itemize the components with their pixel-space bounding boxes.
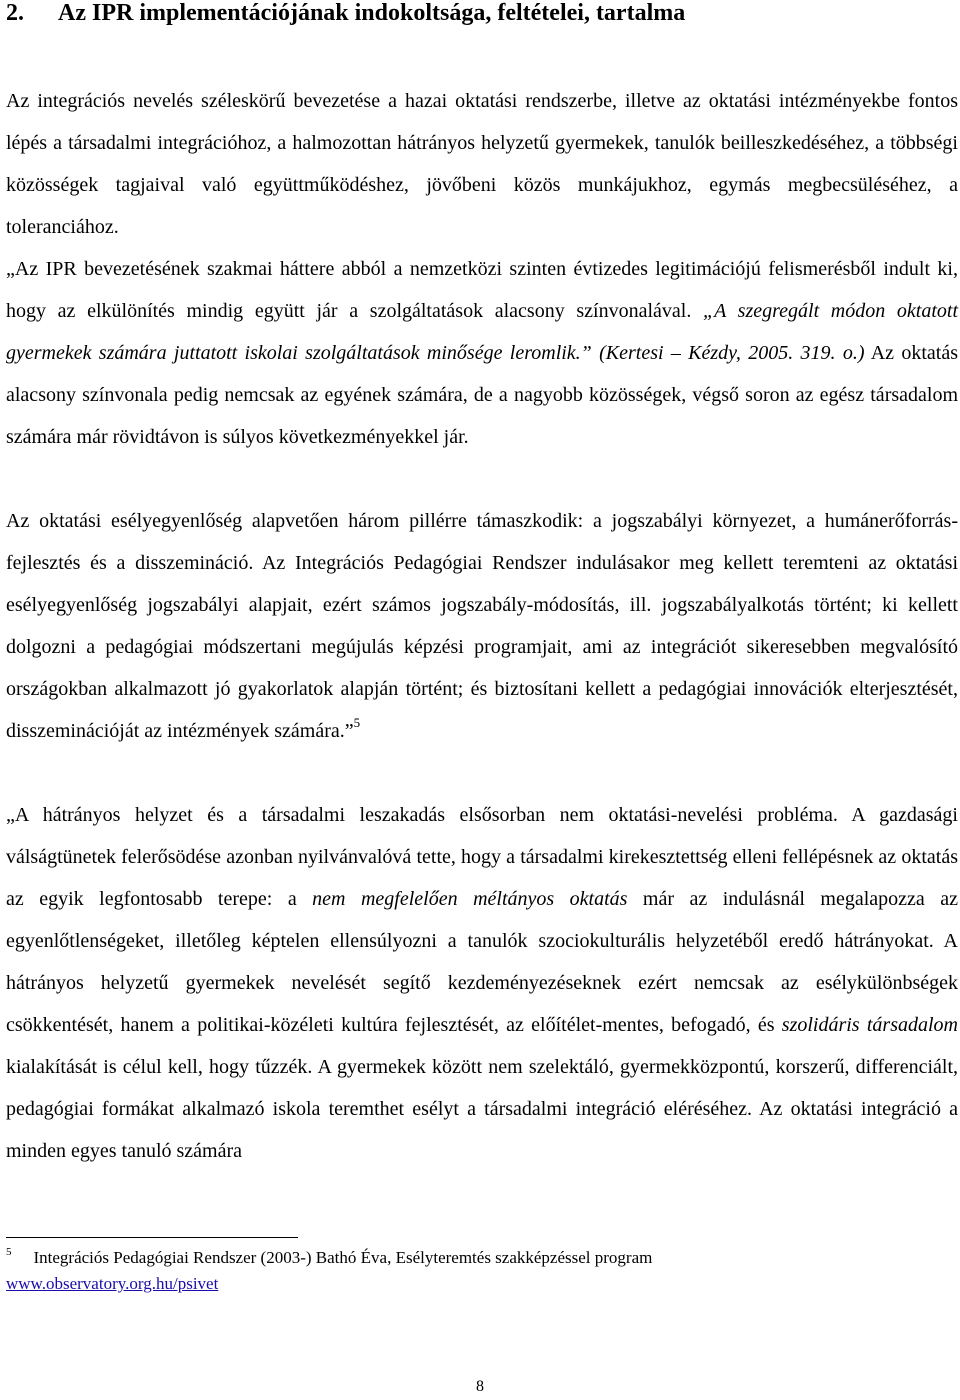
footnote-number: 5 — [6, 1246, 12, 1258]
footnote — [6, 1246, 958, 1296]
paragraph-2 — [6, 248, 958, 458]
paragraph-3-text: Az oktatási esélyegyenlőség alapvetően három pillérre támaszkodik: a jogszabályi környezet, a humánerőforrás-fejlesztés és a disszemináció. Az Integrációs Pedagógiai Rendszer indulásakor meg kellett teremteni az oktatási esélyegyenlőség jogszabályi alapjait, ezért számos jogszabály-módosítás, ill. jogszabályalkotás történt; ki kellett dolgozni a pedagógiai módszertani megújulás képzési programjait, ami az integrációt sikeresebben megvalósító országokban alkalmazott jó gyakorlatok alapján történt; és biztosítani kellett a pedagógiai innovációk elterjesztését, disszeminációját az intézmények számára.” — [6, 510, 958, 742]
footnote-link[interactable]: www.observatory.org.hu/psivet — [6, 1274, 219, 1293]
section-number: 2. — [6, 0, 24, 26]
paragraph-4-italic-1: nem megfelelően méltányos oktatás — [312, 888, 628, 910]
paragraph-2-text-b: Az oktatás alacsony színvonala pedig nemcsak az egyének számára, de a nagyobb közösségek, végső soron az egész társadalom számára már rövidtávon is súlyos következményekkel jár. — [6, 342, 958, 448]
footnote-reference[interactable]: 5 — [353, 715, 361, 730]
paragraph-4-text-b: már az indulásnál megalapozza az egyenlőtlenségeket, illetőleg képtelen ellensúlyozni a tanulók szociokulturális helyzetéből eredő hátrányokat. A hátrányos helyzetű gyermekek nevelését segítő kezdeményezéseknek ezért nemcsak az esélykülönbségek csökkentését, hanem a politikai-közéleti kultúra fejlesztését, az előítélet-mentes, befogadó, és — [6, 888, 958, 1036]
paragraph-4-italic-2: szolidáris társadalom — [781, 1014, 958, 1036]
paragraph-2-text-a: „Az IPR bevezetésének szakmai háttere abból a nemzetközi szinten évtizedes legitimációjú felismerésből indult ki, hogy az elkülönítés mindig együtt jár a szolgáltatások alacsony színvonalával. — [6, 258, 958, 322]
paragraph-4-text-c: kialakítását is célul kell, hogy tűzzék. A gyermekek között nem szelektáló, gyermekközpontú, korszerű, differenciált, pedagógiai formákat alkalmazó iskola teremthet esélyt a társadalmi integráció eléréséhez. Az oktatási integráció a minden egyes tanuló számára — [6, 1056, 958, 1162]
paragraph-3 — [6, 500, 958, 752]
paragraph-4 — [6, 794, 958, 1172]
paragraph-2-quote: „A szegregált módon oktatott gyermekek számára juttatott iskolai szolgáltatások minősége leromlik.” (Kertesi – Kézdy, 2005. 319. o.) — [6, 300, 959, 364]
page-number: 8 — [476, 1378, 484, 1395]
paragraph-4-text-a: „A hátrányos helyzet és a társadalmi leszakadás elsősorban nem oktatási-nevelési probléma. A gazdasági válságtünetek felerősödése azonban nyilvánvalóvá tette, hogy a társadalmi kirekesztettség elleni fellépésnek az oktatás az egyik legfontosabb terepe: a — [6, 804, 958, 910]
paragraph-1: Az integrációs nevelés széleskörű bevezetése a hazai oktatási rendszerbe, illetve az oktatási intézményekbe fontos lépés a társadalmi integrációhoz, a halmozottan hátrányos helyzetű gyermekek, tanulók beilleszkedéséhez, a többségi közösségek tagjaival való együttműködéshez, jövőbeni közös munkájukhoz, egymás megbecsüléséhez, a toleranciához. — [6, 90, 958, 238]
section-heading — [6, 0, 685, 32]
footnote-divider — [6, 1237, 298, 1238]
footnote-text: Integrációs Pedagógiai Rendszer (2003-) Bathó Éva, Esélyteremtés szakképzéssel program — [33, 1248, 653, 1267]
section-title: Az IPR implementációjának indokoltsága, feltételei, tartalma — [58, 0, 686, 26]
